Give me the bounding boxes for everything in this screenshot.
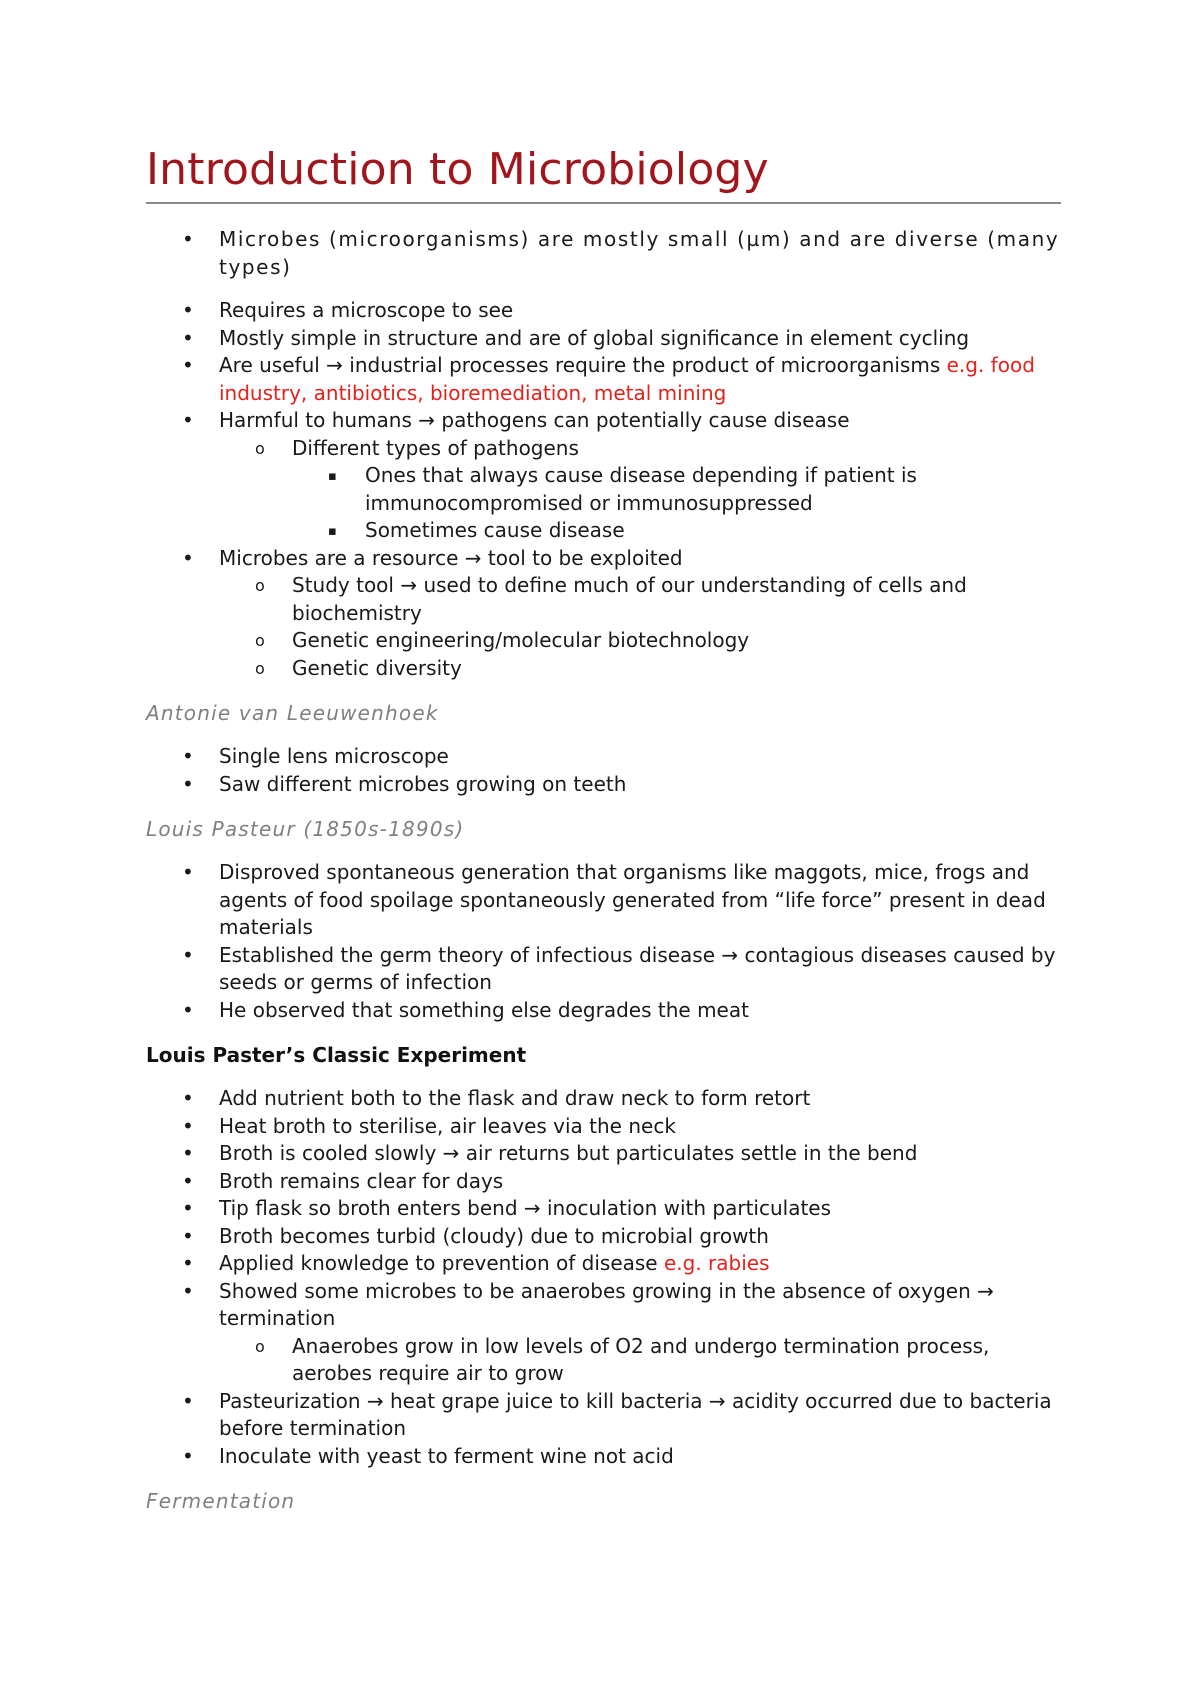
list-item xyxy=(146,352,1061,407)
list-item-text: Sometimes cause disease xyxy=(365,518,625,543)
sub-list-item xyxy=(146,435,1061,463)
bullet-marker: • xyxy=(182,997,194,1022)
list-item xyxy=(146,1443,1061,1471)
bullet-marker: • xyxy=(182,353,194,378)
list-item-text: Microbes are a resource → tool to be exploited xyxy=(219,545,683,570)
list-item-text: Genetic engineering/molecular biotechnology xyxy=(292,628,750,653)
list-item-text: Ones that always cause disease depending if patient is immunocompromised or immunosuppressed xyxy=(365,463,917,515)
list-item-text: Showed some microbes to be anaerobes growing in the absence of oxygen → termination xyxy=(219,1278,994,1331)
list-item xyxy=(146,997,1061,1025)
list-item xyxy=(146,942,1061,997)
list-item-text: Microbes (microorganisms) are mostly small (µm) and are diverse (many types) xyxy=(219,227,1060,279)
sub-list-item xyxy=(146,627,1061,655)
list-item-text: Disproved spontaneous generation that organisms like maggots, mice, frogs and agents of food spoilage spontaneously generated from “life force” present in dead materials xyxy=(219,860,1046,940)
title-underline xyxy=(146,202,1061,204)
list-item-text: Requires a microscope to see xyxy=(219,298,514,323)
list-item xyxy=(146,1250,1061,1278)
list-item xyxy=(146,1168,1061,1196)
list-item-text: Broth becomes turbid (cloudy) due to microbial growth xyxy=(219,1223,769,1248)
bullet-marker: • xyxy=(182,408,194,433)
highlight-text: e.g. rabies xyxy=(663,1251,770,1276)
list-item-text: Genetic diversity xyxy=(292,655,462,680)
list-item-text: Mostly simple in structure and are of global significance in element cycling xyxy=(219,325,970,350)
sub-list-item xyxy=(146,572,1061,627)
list-item-text: Broth remains clear for days xyxy=(219,1168,504,1193)
circle-marker: o xyxy=(255,631,265,651)
section-heading-pasteur: Louis Pasteur (1850s-1890s) xyxy=(146,817,465,842)
bullet-marker: • xyxy=(182,1196,194,1221)
list-item xyxy=(146,1278,1061,1333)
list-item xyxy=(146,407,1061,435)
circle-marker: o xyxy=(255,1336,265,1356)
pasteur-list xyxy=(146,859,1061,1024)
list-item xyxy=(146,1113,1061,1141)
sub-sub-list-item xyxy=(146,462,1061,517)
list-item-text: Are useful → industrial processes require the product of microorganisms xyxy=(219,353,947,378)
list-item xyxy=(146,1388,1061,1443)
highlight-text: e.g. food industry, antibiotics, bioremediation, metal mining xyxy=(219,353,1035,405)
list-item xyxy=(146,1140,1061,1168)
list-item-text: Pasteurization → heat grape juice to kill bacteria → acidity occurred due to bacteria before termination xyxy=(219,1388,1052,1441)
list-item-text: Harmful to humans → pathogens can potentially cause disease xyxy=(219,408,850,433)
bullet-marker: • xyxy=(182,1141,194,1166)
bullet-marker: • xyxy=(182,1086,194,1111)
list-item-text: Inoculate with yeast to ferment wine not acid xyxy=(219,1443,674,1468)
list-item-text: Different types of pathogens xyxy=(292,435,579,460)
bullet-marker: • xyxy=(182,1113,194,1138)
section-heading-experiment: Louis Paster’s Classic Experiment xyxy=(146,1043,527,1068)
bullet-marker: • xyxy=(182,1443,194,1468)
list-item xyxy=(146,325,1061,353)
list-item-text: Add nutrient both to the flask and draw neck to form retort xyxy=(219,1086,811,1111)
bullet-marker: • xyxy=(182,1278,194,1303)
list-item-text: Saw different microbes growing on teeth xyxy=(219,771,627,796)
list-item-text: Heat broth to sterilise, air leaves via the neck xyxy=(219,1113,676,1138)
bullet-marker: • xyxy=(182,744,194,769)
list-item xyxy=(146,297,1061,325)
list-item xyxy=(146,545,1061,573)
sub-list-item xyxy=(146,655,1061,683)
list-item xyxy=(146,743,1061,771)
square-marker: ▪ xyxy=(328,524,337,540)
list-item xyxy=(146,1223,1061,1251)
bullet-marker: • xyxy=(182,227,194,252)
bullet-marker: • xyxy=(182,942,194,967)
circle-marker: o xyxy=(255,438,265,458)
document-content xyxy=(146,146,1061,1531)
list-item-text: Tip flask so broth enters bend → inoculation with particulates xyxy=(219,1196,832,1221)
bullet-marker: • xyxy=(182,325,194,350)
bullet-marker: • xyxy=(182,1251,194,1276)
list-item-text: Established the germ theory of infectious disease → contagious diseases caused by seeds or germs of infection xyxy=(219,942,1056,995)
bullet-marker: • xyxy=(182,771,194,796)
page-title: Introduction to Microbiology xyxy=(146,144,769,195)
list-item xyxy=(146,1195,1061,1223)
bullet-marker: • xyxy=(182,298,194,323)
list-item xyxy=(146,1085,1061,1113)
section-heading-fermentation: Fermentation xyxy=(146,1489,296,1514)
circle-marker: o xyxy=(255,658,265,678)
sub-sub-list-item xyxy=(146,517,1061,545)
list-item-text: Study tool → used to define much of our understanding of cells and biochemistry xyxy=(292,573,967,625)
list-item-text: He observed that something else degrades the meat xyxy=(219,997,749,1022)
intro-list xyxy=(146,226,1061,682)
list-item-text: Single lens microscope xyxy=(219,744,449,769)
bullet-marker: • xyxy=(182,1223,194,1248)
bullet-marker: • xyxy=(182,545,194,570)
list-item-text: Anaerobes grow in low levels of O2 and undergo termination process, aerobes require air to grow xyxy=(292,1333,990,1386)
bullet-marker: • xyxy=(182,860,194,885)
bullet-marker: • xyxy=(182,1168,194,1193)
square-marker: ▪ xyxy=(328,469,337,485)
sub-list-item xyxy=(146,1333,1061,1388)
list-item-text: Applied knowledge to prevention of disease xyxy=(219,1251,664,1276)
experiment-list xyxy=(146,1085,1061,1470)
section-heading-leeuwenhoek: Antonie van Leeuwenhoek xyxy=(146,701,439,726)
circle-marker: o xyxy=(255,576,265,596)
list-item xyxy=(146,859,1061,942)
list-item-text: Broth is cooled slowly → air returns but particulates settle in the bend xyxy=(219,1141,918,1166)
list-item xyxy=(146,226,1061,281)
list-item xyxy=(146,771,1061,799)
bullet-marker: • xyxy=(182,1388,194,1413)
leeuwenhoek-list xyxy=(146,743,1061,798)
